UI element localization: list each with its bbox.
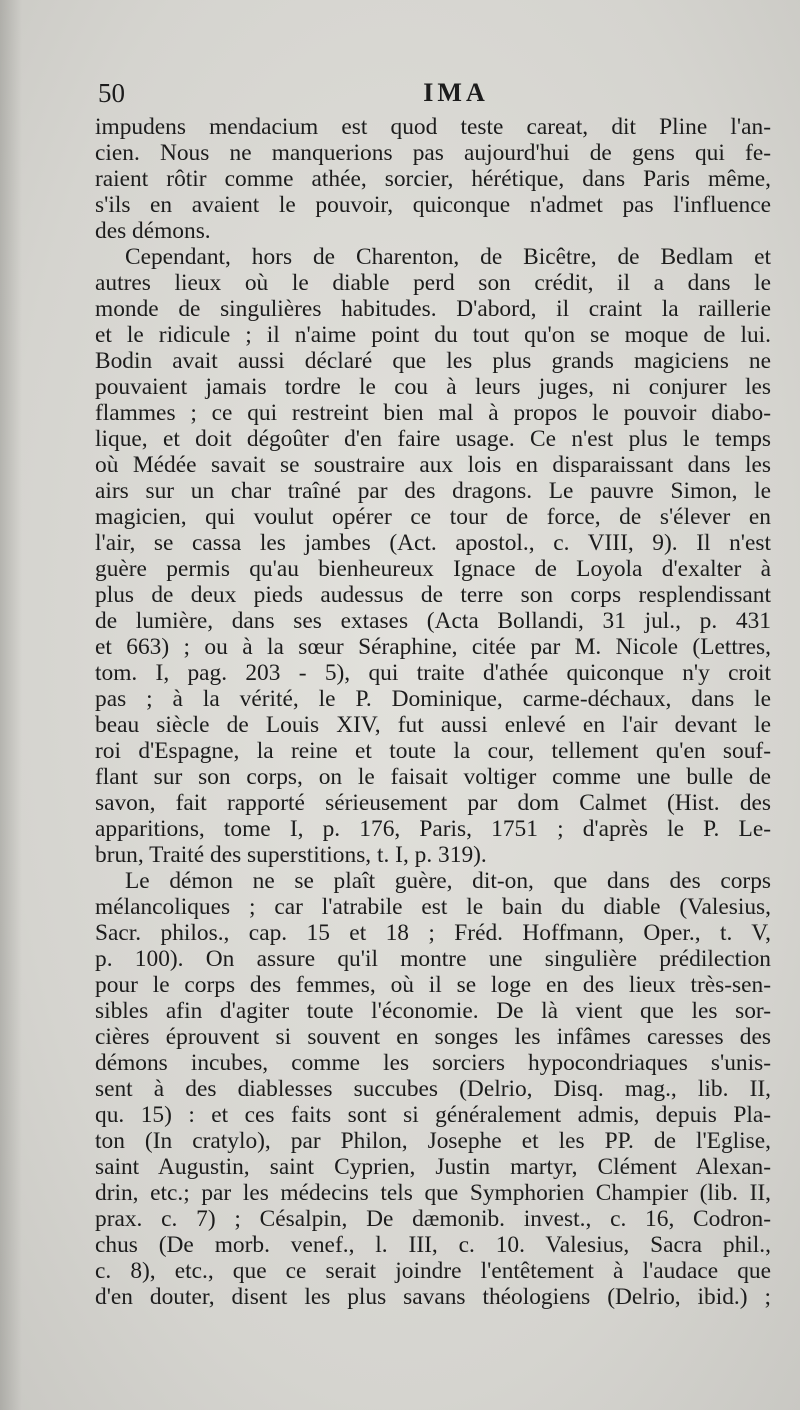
text-line: Sacr. philos., cap. 15 et 18 ; Fréd. Hoffmann, Oper., t. V, [95, 920, 771, 946]
text-line: savon, fait rapporté sérieusement par dom Calmet (Hist. des [95, 790, 771, 816]
text-line: saint Augustin, saint Cyprien, Justin martyr, Clément Alexan- [95, 1154, 771, 1180]
text-line: c. 8), etc., que ce serait joindre l'entêtement à l'audace que [95, 1258, 771, 1284]
text-line: cien. Nous ne manquerions pas aujourd'hui de gens qui fe- [95, 140, 771, 166]
text-line: flammes ; ce qui restreint bien mal à propos le pouvoir diabo- [95, 400, 771, 426]
text-line: plus de deux pieds audessus de terre son corps resplendissant [95, 582, 771, 608]
text-line: guère permis qu'au bienheureux Ignace de Loyola d'exalter à [95, 556, 771, 582]
text-line: pouvaient jamais tordre le cou à leurs juges, ni conjurer les [95, 374, 771, 400]
text-line: chus (De morb. venef., l. III, c. 10. Valesius, Sacra phil., [95, 1232, 771, 1258]
text-line: s'ils en avaient le pouvoir, quiconque n'admet pas l'influence [95, 192, 771, 218]
text-line: qu. 15) : et ces faits sont si généralement admis, depuis Pla- [95, 1102, 771, 1128]
text-line: apparitions, tome I, p. 176, Paris, 1751 ; d'après le P. Le- [95, 816, 771, 842]
text-line: p. 100). On assure qu'il montre une singulière prédilection [95, 946, 771, 972]
text-line: et 663) ; ou à la sœur Séraphine, citée par M. Nicole (Lettres, [95, 634, 771, 660]
paragraph-start: Le démon ne se plaît guère, dit-on, que dans des corps [125, 868, 771, 894]
text-line: raient rôtir comme athée, sorcier, hérétique, dans Paris même, [95, 166, 771, 192]
text-line: prax. c. 7) ; Césalpin, De dæmonib. invest., c. 16, Codron- [95, 1206, 771, 1232]
text-line: flant sur son corps, on le faisait voltiger comme une bulle de [95, 764, 771, 790]
text-line: lique, et doit dégoûter d'en faire usage. Ce n'est plus le temps [95, 426, 771, 452]
text-line: d'en douter, disent les plus savans théologiens (Delrio, ibid.) ; [95, 1284, 771, 1310]
page-number: 50 [98, 78, 125, 108]
text-line: drin, etc.; par les médecins tels que Symphorien Champier (lib. II, [95, 1180, 771, 1206]
text-line: et le ridicule ; il n'aime point du tout qu'on se moque de lui. [95, 322, 771, 348]
text-line: démons incubes, comme les sorciers hypocondriaques s'unis- [95, 1050, 771, 1076]
text-line: l'air, se cassa les jambes (Act. apostol., c. VIII, 9). Il n'est [95, 530, 771, 556]
text-line: magicien, qui voulut opérer ce tour de force, de s'élever en [95, 504, 771, 530]
text-line: beau siècle de Louis XIV, fut aussi enlevé en l'air devant le [95, 712, 771, 738]
text-line: où Médée savait se soustraire aux lois en disparaissant dans les [95, 452, 771, 478]
text-line: Bodin avait aussi déclaré que les plus grands magiciens ne [95, 348, 771, 374]
text-line: airs sur un char traîné par des dragons. Le pauvre Simon, le [95, 478, 771, 504]
text-line: autres lieux où le diable perd son crédit, il a dans le [95, 270, 771, 296]
text-line: cières éprouvent si souvent en songes les infâmes caresses des [95, 1024, 771, 1050]
text-line: sibles afin d'agiter toute l'économie. De là vient que les sor- [95, 998, 771, 1024]
text-line: roi d'Espagne, la reine et toute la cour, tellement qu'en souf- [95, 738, 771, 764]
page-header [98, 78, 778, 110]
text-line: tom. I, pag. 203 - 5), qui traite d'athée quiconque n'y croit [95, 660, 771, 686]
running-head: IMA [423, 78, 489, 107]
text-line: pour le corps des femmes, où il se loge en des lieux très-sen- [95, 972, 771, 998]
text-line: des démons. [95, 218, 211, 244]
paragraph-start: Cependant, hors de Charenton, de Bicêtre, de Bedlam et [125, 244, 771, 270]
text-line: ton (In cratylo), par Philon, Josephe et les PP. de l'Eglise, [95, 1128, 771, 1154]
text-line: mélancoliques ; car l'atrabile est le bain du diable (Valesius, [95, 894, 771, 920]
text-line: sent à des diablesses succubes (Delrio, Disq. mag., lib. II, [95, 1076, 771, 1102]
body-text [95, 114, 771, 1310]
gutter-shadow [0, 0, 22, 1410]
text-line: impudens mendacium est quod teste careat, dit Pline l'an- [95, 114, 771, 140]
text-line: de lumière, dans ses extases (Acta Bollandi, 31 jul., p. 431 [95, 608, 771, 634]
text-line: pas ; à la vérité, le P. Dominique, carme-déchaux, dans le [95, 686, 771, 712]
text-line: monde de singulières habitudes. D'abord, il craint la raillerie [95, 296, 771, 322]
text-line: brun, Traité des superstitions, t. I, p. 319). [95, 842, 487, 868]
